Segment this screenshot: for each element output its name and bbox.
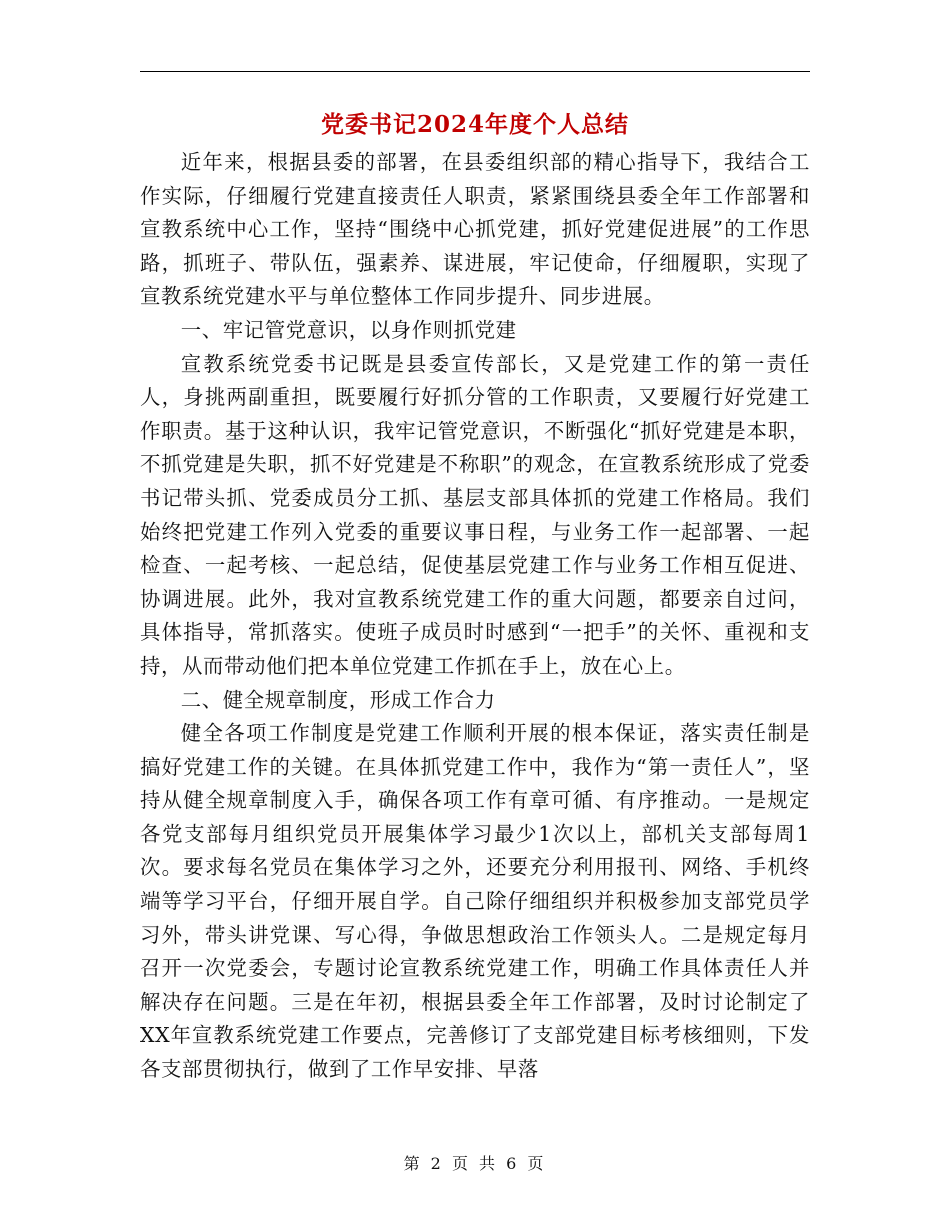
section-heading-2: 二、健全规章制度，形成工作合力 bbox=[180, 687, 496, 712]
paragraph-intro: 近年来，根据县委的部署，在县委组织部的精心指导下，我结合工作实际，仔细履行党建直接责任人职责，紧紧围绕县委全年工作部署和宣教系统中心工作，坚持“围绕中心抓党建，抓好党建促进展”的工作思路，抓班子、带队伍，强素养、谋进展，牢记使命，仔细履职，实现了宣教系统党建水平与单位整体工作同步提升、同步进展。 bbox=[140, 150, 810, 309]
document-title: 党委书记2024年度个人总结 bbox=[320, 111, 629, 138]
section-heading-1: 一、牢记管党意识，以身作则抓党建 bbox=[180, 317, 517, 342]
document-body bbox=[140, 146, 810, 1087]
paragraph-section-1: 宣教系统党委书记既是县委宣传部长，又是党建工作的第一责任人，身挑两副重担，既要履行好抓分管的工作职责，又要履行好党建工作职责。基于这种认识，我牢记管党意识，不断强化“抓好党建是本职，不抓党建是失职，抓不好党建是不称职”的观念，在宣教系统形成了党委书记带头抓、党委成员分工抓、基层支部具体抓的党建工作格局。我们始终把党建工作列入党委的重要议事日程，与业务工作一起部署、一起检查、一起考核、一起总结，促使基层党建工作与业务工作相互促进、协调进展。此外，我对宣教系统党建工作的重大问题，都要亲自过问，具体指导，常抓落实。使班子成员时时感到“一把手”的关怀、重视和支持，从而带动他们把本单位党建工作抓在手上，放在心上。 bbox=[140, 351, 810, 678]
paragraph-section-2: 健全各项工作制度是党建工作顺利开展的根本保证，落实责任制是搞好党建工作的关键。在具体抓党建工作中，我作为“第一责任人”，坚持从健全规章制度入手，确保各项工作有章可循、有序推动。一是规定各党支部每月组织党员开展集体学习最少1次以上，部机关支部每周1次。要求每名党员在集体学习之外，还要充分利用报刊、网络、手机终端等学习平台，仔细开展自学。自己除仔细组织并积极参加支部党员学习外，带头讲党课、写心得，争做思想政治工作领头人。二是规定每月召开一次党委会，专题讨论宣教系统党建工作，明确工作具体责任人并解决存在问题。三是在年初，根据县委全年工作部署，及时讨论制定了XX年宣教系统党建工作要点，完善修订了支部党建目标考核细则，下发各支部贯彻执行，做到了工作早安排、早落 bbox=[140, 721, 810, 1082]
header-rule bbox=[140, 71, 810, 72]
page-number: 第 2 页 共 6 页 bbox=[403, 1154, 547, 1173]
